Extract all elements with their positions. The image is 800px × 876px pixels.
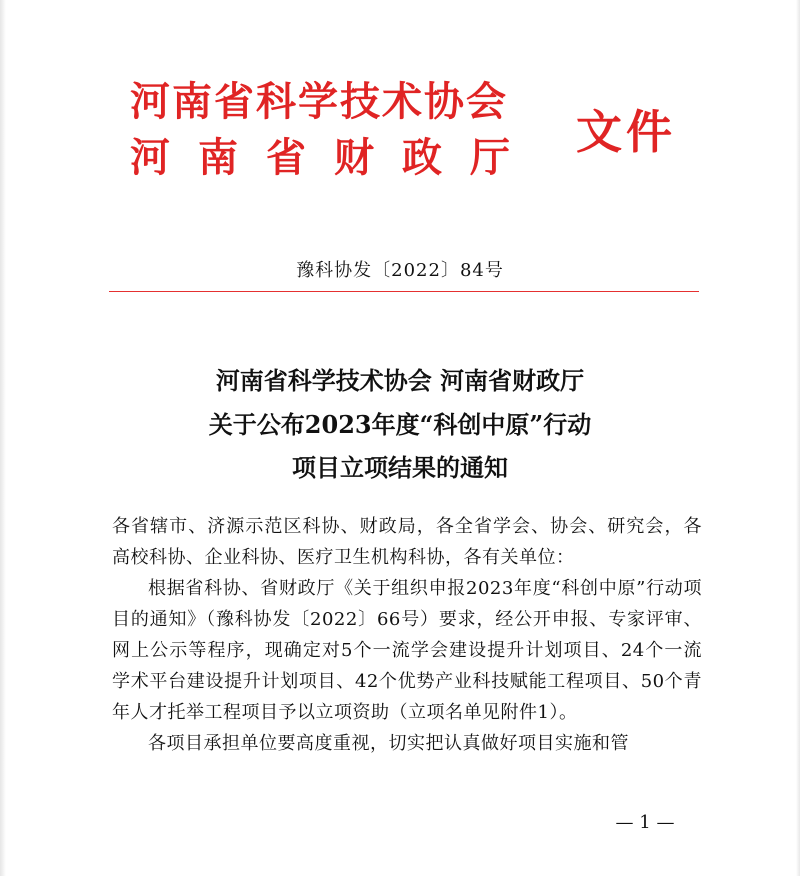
title-line-3: 项目立项结果的通知 xyxy=(292,453,508,482)
document-body xyxy=(112,511,702,759)
title-line-1: 河南省科学技术协会 河南省财政厅 xyxy=(215,366,585,395)
red-separator-line xyxy=(109,291,699,292)
title-line-2: 关于公布2023年度“科创中原”行动 xyxy=(208,410,592,439)
body-paragraph-1: 根据省科协、省财政厅《关于组织申报2023年度“科创中原”行动项目的通知》（豫科协发〔2022〕66号）要求，经公开申报、专家评审、网上公示等程序，现确定对5个一流学会建设提升计划项目、24个一流学术平台建设提升计划项目、42个优势产业科技赋能工程项目、50个青年人才托举工程项目予以立项资助（立项名单见附件1）。 xyxy=(112,578,702,723)
body-paragraph-2: 各项目承担单位要高度重视，切实把认真做好项目实施和管 xyxy=(148,733,629,754)
issuing-org-2: 河南省财政厅 xyxy=(130,135,538,181)
issuing-org-1: 河南省科学技术协会 xyxy=(130,79,508,125)
page-number: — 1 — xyxy=(615,812,675,833)
document-type-label: 文件 xyxy=(576,105,676,159)
addressees: 各省辖市、济源示范区科协、财政局，各全省学会、协会、研究会，各高校科协、企业科协、医疗卫生机构科协，各有关单位： xyxy=(112,516,702,568)
document-header xyxy=(130,78,690,188)
document-number: 豫科协发〔2022〕84号 xyxy=(296,260,504,281)
